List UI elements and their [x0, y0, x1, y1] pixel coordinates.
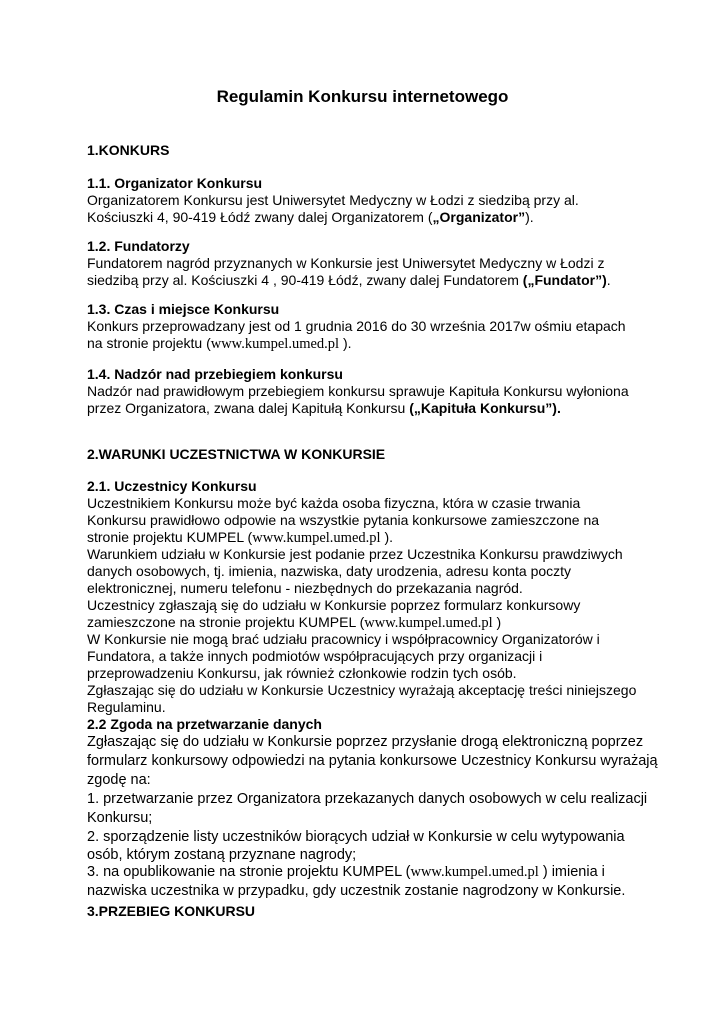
- paragraph-line: stronie projektu KUMPEL (www.kumpel.umed.pl ).: [87, 529, 394, 546]
- paragraph-line: na stronie projektu (www.kumpel.umed.pl ).: [87, 335, 352, 352]
- section-2-2-heading-wrap: [87, 716, 647, 733]
- paragraph-line: Zgłaszając się do udziału w Konkursie poprzez przysłanie drogą elektroniczną poprzez: [87, 734, 644, 750]
- section-1-3-heading: 1.3. Czas i miejsce Konkursu: [87, 301, 280, 317]
- section-1-heading: 1.KONKURS: [87, 142, 170, 158]
- paragraph-line: 2. sporządzenie listy uczestników biorących udział w Konkursie w celu wytypowania: [87, 829, 625, 845]
- website-link[interactable]: www.kumpel.umed.pl: [252, 530, 381, 546]
- document-title: Regulamin Konkursu internetowego: [216, 87, 509, 106]
- section-1-2-heading: 1.2. Fundatorzy: [87, 238, 190, 254]
- section-2-2-heading: 2.2 Zgoda na przetwarzanie danych: [87, 716, 322, 732]
- section-1-4-heading: 1.4. Nadzór nad przebiegiem konkursu: [87, 366, 343, 382]
- paragraph-line: siedzibą przy al. Kościuszki 4 , 90-419 Łódź, zwany dalej Fundatorem („Fundator”).: [87, 272, 611, 288]
- kapitula-term: („Kapituła Konkursu”).: [409, 400, 561, 416]
- paragraph-line: Uczestnikiem Konkursu może być każda osoba fizyczna, która w czasie trwania: [87, 495, 581, 511]
- section-1-1-heading: 1.1. Organizator Konkursu: [87, 175, 263, 191]
- paragraph-line: Organizatorem Konkursu jest Uniwersytet Medyczny w Łodzi z siedzibą przy al.: [87, 192, 579, 208]
- paragraph-line: danych osobowych, tj. imienia, nazwiska, daty urodzenia, adresu konta poczty: [87, 563, 572, 579]
- paragraph-line: Nadzór nad prawidłowym przebiegiem konkursu sprawuje Kapituła Konkursu wyłoniona: [87, 383, 629, 399]
- paragraph-line: osób, którym zostaną przyznane nagrody;: [87, 847, 357, 863]
- paragraph-line: zgodę na:: [87, 772, 151, 788]
- paragraph-line: Konkurs przeprowadzany jest od 1 grudnia 2016 do 30 września 2017w ośmiu etapach: [87, 318, 626, 334]
- paragraph-line: zamieszczone na stronie projektu KUMPEL (www.kumpel.umed.pl ): [87, 614, 502, 631]
- section-2-2: [87, 733, 658, 901]
- website-link[interactable]: www.kumpel.umed.pl: [210, 336, 340, 352]
- section-1-1: [87, 175, 647, 226]
- paragraph-line: formularz konkursowy odpowiedzi na pytania konkursowe Uczestnicy Konkursu wyrażają: [87, 753, 658, 769]
- paragraph-line: Konkursu;: [87, 810, 153, 826]
- section-1-3: [87, 301, 647, 352]
- section-3-heading: 3.PRZEBIEG KONKURSU: [87, 903, 256, 919]
- website-link[interactable]: www.kumpel.umed.pl: [410, 864, 539, 880]
- section-1-2: [87, 238, 647, 289]
- paragraph-line: 1. przetwarzanie przez Organizatora przekazanych danych osobowych w celu realizacji: [87, 791, 648, 807]
- paragraph-line: Uczestnicy zgłaszają się do udziału w Konkursie poprzez formularz konkursowy: [87, 597, 581, 613]
- section-2-heading: 2.WARUNKI UCZESTNICTWA W KONKURSIE: [87, 446, 386, 462]
- paragraph-line: Konkursu prawidłowo odpowie na wszystkie pytania konkursowe zamieszczone na: [87, 512, 600, 528]
- section-2-1-heading: 2.1. Uczestnicy Konkursu: [87, 478, 257, 494]
- paragraph-line: elektronicznej, numeru telefonu - niezbędnych do przekazania nagród.: [87, 580, 523, 596]
- section-2-1: [87, 478, 647, 716]
- paragraph-line: Regulaminu.: [87, 699, 166, 715]
- paragraph-line: Zgłaszając się do udziału w Konkursie Uczestnicy wyrażają akceptację treści niniejszego: [87, 682, 637, 698]
- paragraph-line: W Konkursie nie mogą brać udziału pracownicy i współpracownicy Organizatorów i: [87, 631, 600, 647]
- paragraph-line: przez Organizatora, zwana dalej Kapitułą Konkursu („Kapituła Konkursu”).: [87, 400, 561, 416]
- fundator-term: („Fundator”): [522, 272, 607, 288]
- paragraph-line: Warunkiem udziału w Konkursie jest podanie przez Uczestnika Konkursu prawdziwych: [87, 546, 623, 562]
- organizator-term: „Organizator”: [432, 209, 526, 225]
- paragraph-line: 3. na opublikowanie na stronie projektu KUMPEL (www.kumpel.umed.pl ) imienia i: [87, 864, 605, 880]
- paragraph-line: Fundatora, a także innych podmiotów współpracujących przy organizacji i: [87, 648, 543, 664]
- section-1-4: [87, 366, 647, 417]
- paragraph-line: Fundatorem nagród przyznanych w Konkursie jest Uniwersytet Medyczny w Łodzi z: [87, 255, 605, 271]
- paragraph-line: nazwiska uczestnika w przypadku, gdy uczestnik zostanie nagrodzony w Konkursie.: [87, 883, 626, 899]
- paragraph-line: Kościuszki 4, 90-419 Łódź zwany dalej Organizatorem („Organizator”).: [87, 209, 534, 225]
- website-link[interactable]: www.kumpel.umed.pl: [364, 615, 493, 631]
- paragraph-line: przeprowadzeniu Konkursu, jak również członkowie rodzin tych osób.: [87, 665, 517, 681]
